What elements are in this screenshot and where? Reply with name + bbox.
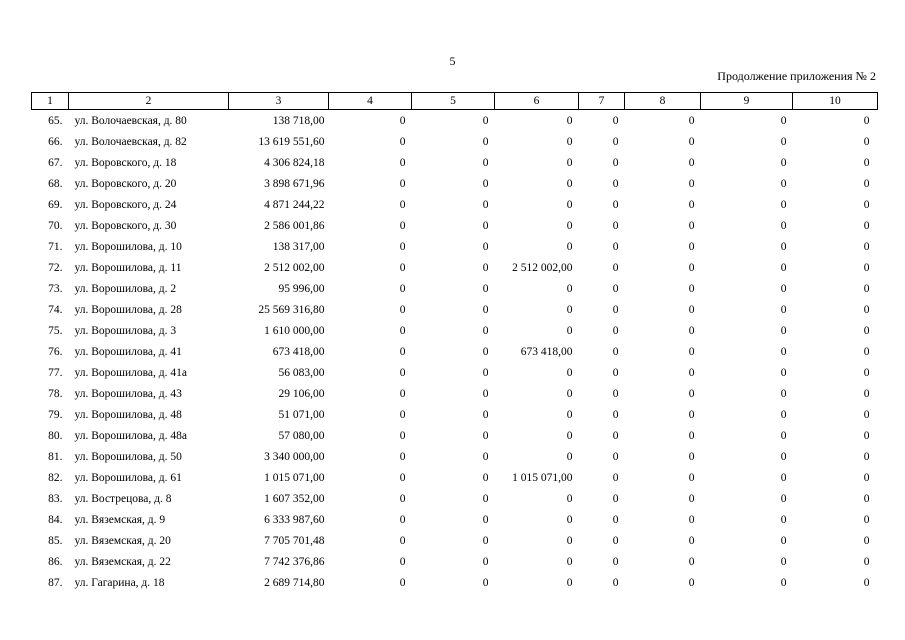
- address-cell: ул. Вяземская, д. 9: [74, 513, 166, 526]
- col-6-value-cell: 0: [566, 240, 573, 253]
- col-5-value-cell: 0: [482, 555, 489, 568]
- col-8-value-cell: 0: [688, 282, 695, 295]
- col-5-value-cell: 0: [482, 324, 489, 337]
- col-9-value-cell: 0: [780, 156, 787, 169]
- table-row: [32, 467, 878, 488]
- address-cell: ул. Воровского, д. 20: [74, 177, 177, 190]
- row-number-cell: 73.: [48, 282, 63, 295]
- row-number-cell: 72.: [48, 261, 63, 274]
- amount-cell: 1 610 000,00: [264, 324, 325, 337]
- address-cell: ул. Ворошилова, д. 10: [74, 240, 182, 253]
- col-4-value-cell: 0: [399, 450, 406, 463]
- col-8-value-cell: 0: [688, 408, 695, 421]
- col-10-value-cell: 0: [863, 387, 870, 400]
- col-4-value-cell: 0: [399, 429, 406, 442]
- table-row: [32, 530, 878, 551]
- col-8-value-cell: 0: [688, 576, 695, 589]
- col-8-value-cell: 0: [688, 303, 695, 316]
- col-8-value-cell: 0: [688, 429, 695, 442]
- amount-cell: 56 083,00: [278, 366, 325, 379]
- amount-cell: 138 317,00: [272, 240, 325, 253]
- col-7-value-cell: 0: [612, 303, 619, 316]
- table-row: [32, 404, 878, 425]
- table-row: [32, 110, 878, 132]
- amount-cell: 4 871 244,22: [264, 198, 325, 211]
- col-4-value-cell: 0: [399, 240, 406, 253]
- col-8-value-cell: 0: [688, 450, 695, 463]
- col-8-value-cell: 0: [688, 555, 695, 568]
- col-6-value-cell: 0: [566, 366, 573, 379]
- amount-cell: 4 306 824,18: [264, 156, 325, 169]
- col-9-value-cell: 0: [780, 177, 787, 190]
- col-6-value-cell: 0: [566, 135, 573, 148]
- amount-cell: 7 705 701,48: [264, 534, 325, 547]
- col-9-value-cell: 0: [780, 429, 787, 442]
- col-9-value-cell: 0: [780, 261, 787, 274]
- col-4-value-cell: 0: [399, 219, 406, 232]
- address-cell: ул. Ворошилова, д. 43: [74, 387, 182, 400]
- col-7-value-cell: 0: [612, 177, 619, 190]
- col-10-value-cell: 0: [863, 534, 870, 547]
- col-6-value-cell: 1 015 071,00: [512, 471, 573, 484]
- col-8-value-cell: 0: [688, 240, 695, 253]
- col-7-value-cell: 0: [612, 534, 619, 547]
- amount-cell: 25 569 316,80: [258, 303, 325, 316]
- col-6-value-cell: 0: [566, 534, 573, 547]
- col-10-value-cell: 0: [863, 408, 870, 421]
- row-number-cell: 81.: [48, 450, 63, 463]
- col-10-value-cell: 0: [863, 219, 870, 232]
- address-cell: ул. Ворошилова, д. 61: [74, 471, 182, 484]
- col-7-value-cell: 0: [612, 219, 619, 232]
- col-5-value-cell: 0: [482, 177, 489, 190]
- col-9-value-cell: 0: [780, 324, 787, 337]
- column-header-7: 7: [579, 93, 625, 110]
- column-header-4: 4: [329, 93, 412, 110]
- col-7-value-cell: 0: [612, 261, 619, 274]
- col-8-value-cell: 0: [688, 345, 695, 358]
- table-row: [32, 131, 878, 152]
- column-header-2: 2: [69, 93, 229, 110]
- col-9-value-cell: 0: [780, 135, 787, 148]
- col-9-value-cell: 0: [780, 450, 787, 463]
- col-4-value-cell: 0: [399, 576, 406, 589]
- col-5-value-cell: 0: [482, 219, 489, 232]
- col-6-value-cell: 0: [566, 450, 573, 463]
- table-row: [32, 551, 878, 572]
- address-cell: ул. Ворошилова, д. 41: [74, 345, 182, 358]
- col-5-value-cell: 0: [482, 471, 489, 484]
- col-7-value-cell: 0: [612, 366, 619, 379]
- col-6-value-cell: 0: [566, 303, 573, 316]
- row-number-cell: 67.: [48, 156, 63, 169]
- col-9-value-cell: 0: [780, 555, 787, 568]
- amount-cell: 13 619 551,60: [258, 135, 325, 148]
- col-9-value-cell: 0: [780, 114, 787, 127]
- col-6-value-cell: 0: [566, 513, 573, 526]
- col-6-value-cell: 0: [566, 219, 573, 232]
- col-7-value-cell: 0: [612, 471, 619, 484]
- column-header-10: 10: [793, 93, 878, 110]
- col-6-value-cell: 0: [566, 408, 573, 421]
- col-5-value-cell: 0: [482, 198, 489, 211]
- col-7-value-cell: 0: [612, 282, 619, 295]
- col-6-value-cell: 0: [566, 177, 573, 190]
- col-6-value-cell: 0: [566, 492, 573, 505]
- col-6-value-cell: 0: [566, 198, 573, 211]
- col-8-value-cell: 0: [688, 219, 695, 232]
- col-4-value-cell: 0: [399, 408, 406, 421]
- col-5-value-cell: 0: [482, 156, 489, 169]
- appendix-continuation-note: Продолжение приложения № 2: [717, 69, 876, 83]
- amount-cell: 6 333 987,60: [264, 513, 325, 526]
- row-number-cell: 65.: [48, 114, 63, 127]
- col-9-value-cell: 0: [780, 408, 787, 421]
- col-7-value-cell: 0: [612, 408, 619, 421]
- col-4-value-cell: 0: [399, 156, 406, 169]
- page-number: 5: [449, 54, 456, 68]
- col-6-value-cell: 0: [566, 282, 573, 295]
- column-header-5: 5: [412, 93, 495, 110]
- row-number-cell: 75.: [48, 324, 63, 337]
- table-row: [32, 215, 878, 236]
- col-9-value-cell: 0: [780, 303, 787, 316]
- table-row: [32, 194, 878, 215]
- col-7-value-cell: 0: [612, 492, 619, 505]
- col-6-value-cell: 0: [566, 114, 573, 127]
- col-10-value-cell: 0: [863, 156, 870, 169]
- table-row: [32, 341, 878, 362]
- column-header-9: 9: [701, 93, 793, 110]
- table-row: [32, 425, 878, 446]
- row-number-cell: 79.: [48, 408, 63, 421]
- col-10-value-cell: 0: [863, 513, 870, 526]
- col-6-value-cell: 2 512 002,00: [512, 261, 573, 274]
- address-cell: ул. Ворошилова, д. 50: [74, 450, 182, 463]
- col-8-value-cell: 0: [688, 492, 695, 505]
- col-4-value-cell: 0: [399, 555, 406, 568]
- col-6-value-cell: 673 418,00: [520, 345, 573, 358]
- col-5-value-cell: 0: [482, 366, 489, 379]
- col-4-value-cell: 0: [399, 177, 406, 190]
- col-5-value-cell: 0: [482, 345, 489, 358]
- col-9-value-cell: 0: [780, 513, 787, 526]
- col-6-value-cell: 0: [566, 324, 573, 337]
- col-9-value-cell: 0: [780, 387, 787, 400]
- row-number-cell: 68.: [48, 177, 63, 190]
- row-number-cell: 85.: [48, 534, 63, 547]
- col-10-value-cell: 0: [863, 324, 870, 337]
- amount-cell: 2 586 001,86: [264, 219, 325, 232]
- col-10-value-cell: 0: [863, 471, 870, 484]
- address-cell: ул. Вяземская, д. 20: [74, 534, 171, 547]
- col-4-value-cell: 0: [399, 324, 406, 337]
- row-number-cell: 78.: [48, 387, 63, 400]
- table-row: [32, 320, 878, 341]
- address-cell: ул. Ворошилова, д. 28: [74, 303, 182, 316]
- col-10-value-cell: 0: [863, 492, 870, 505]
- amount-cell: 7 742 376,86: [264, 555, 325, 568]
- col-9-value-cell: 0: [780, 219, 787, 232]
- col-8-value-cell: 0: [688, 156, 695, 169]
- column-header-6: 6: [495, 93, 579, 110]
- address-cell: ул. Ворошилова, д. 48а: [74, 429, 187, 442]
- col-5-value-cell: 0: [482, 387, 489, 400]
- column-header-1: 1: [32, 93, 69, 110]
- col-10-value-cell: 0: [863, 198, 870, 211]
- amount-cell: 2 689 714,80: [264, 576, 325, 589]
- col-5-value-cell: 0: [482, 492, 489, 505]
- row-number-cell: 83.: [48, 492, 63, 505]
- col-5-value-cell: 0: [482, 534, 489, 547]
- col-10-value-cell: 0: [863, 366, 870, 379]
- data-table: [31, 92, 878, 593]
- col-5-value-cell: 0: [482, 408, 489, 421]
- row-number-cell: 74.: [48, 303, 63, 316]
- amount-cell: 57 080,00: [278, 429, 325, 442]
- table-row: [32, 362, 878, 383]
- table-row: [32, 509, 878, 530]
- col-7-value-cell: 0: [612, 576, 619, 589]
- col-4-value-cell: 0: [399, 534, 406, 547]
- col-8-value-cell: 0: [688, 387, 695, 400]
- col-7-value-cell: 0: [612, 345, 619, 358]
- amount-cell: 673 418,00: [272, 345, 325, 358]
- col-6-value-cell: 0: [566, 429, 573, 442]
- col-5-value-cell: 0: [482, 303, 489, 316]
- address-cell: ул. Ворошилова, д. 11: [74, 261, 182, 274]
- col-7-value-cell: 0: [612, 114, 619, 127]
- address-cell: ул. Волочаевская, д. 82: [74, 135, 187, 148]
- col-9-value-cell: 0: [780, 471, 787, 484]
- row-number-cell: 82.: [48, 471, 63, 484]
- col-10-value-cell: 0: [863, 555, 870, 568]
- col-6-value-cell: 0: [566, 576, 573, 589]
- column-header-3: 3: [229, 93, 329, 110]
- col-7-value-cell: 0: [612, 429, 619, 442]
- address-cell: ул. Воровского, д. 30: [74, 219, 177, 232]
- amount-cell: 3 340 000,00: [264, 450, 325, 463]
- address-cell: ул. Вяземская, д. 22: [74, 555, 171, 568]
- amount-cell: 138 718,00: [272, 114, 325, 127]
- col-4-value-cell: 0: [399, 345, 406, 358]
- table-row: [32, 488, 878, 509]
- row-number-cell: 77.: [48, 366, 63, 379]
- amount-cell: 1 015 071,00: [264, 471, 325, 484]
- col-7-value-cell: 0: [612, 240, 619, 253]
- row-number-cell: 80.: [48, 429, 63, 442]
- col-5-value-cell: 0: [482, 135, 489, 148]
- address-cell: ул. Воровского, д. 18: [74, 156, 177, 169]
- table-row: [32, 572, 878, 593]
- col-8-value-cell: 0: [688, 198, 695, 211]
- address-cell: ул. Ворошилова, д. 2: [74, 282, 177, 295]
- col-9-value-cell: 0: [780, 198, 787, 211]
- col-5-value-cell: 0: [482, 282, 489, 295]
- table-row: [32, 383, 878, 404]
- col-4-value-cell: 0: [399, 135, 406, 148]
- col-5-value-cell: 0: [482, 261, 489, 274]
- col-4-value-cell: 0: [399, 492, 406, 505]
- col-10-value-cell: 0: [863, 282, 870, 295]
- col-8-value-cell: 0: [688, 471, 695, 484]
- table-row: [32, 236, 878, 257]
- amount-cell: 3 898 671,96: [264, 177, 325, 190]
- col-6-value-cell: 0: [566, 156, 573, 169]
- col-8-value-cell: 0: [688, 135, 695, 148]
- row-number-cell: 70.: [48, 219, 63, 232]
- col-6-value-cell: 0: [566, 555, 573, 568]
- table-row: [32, 299, 878, 320]
- col-7-value-cell: 0: [612, 555, 619, 568]
- col-8-value-cell: 0: [688, 513, 695, 526]
- address-cell: ул. Воровского, д. 24: [74, 198, 177, 211]
- col-4-value-cell: 0: [399, 261, 406, 274]
- table-row: [32, 173, 878, 194]
- col-9-value-cell: 0: [780, 576, 787, 589]
- row-number-cell: 71.: [48, 240, 63, 253]
- table-row: [32, 152, 878, 173]
- address-cell: ул. Ворошилова, д. 3: [74, 324, 177, 337]
- col-9-value-cell: 0: [780, 492, 787, 505]
- col-7-value-cell: 0: [612, 324, 619, 337]
- col-8-value-cell: 0: [688, 324, 695, 337]
- header-row: [32, 93, 878, 110]
- col-4-value-cell: 0: [399, 513, 406, 526]
- col-7-value-cell: 0: [612, 450, 619, 463]
- col-8-value-cell: 0: [688, 261, 695, 274]
- col-6-value-cell: 0: [566, 387, 573, 400]
- row-number-cell: 66.: [48, 135, 63, 148]
- col-10-value-cell: 0: [863, 450, 870, 463]
- address-cell: ул. Гагарина, д. 18: [74, 576, 165, 589]
- col-10-value-cell: 0: [863, 240, 870, 253]
- table-row: [32, 257, 878, 278]
- address-cell: ул. Волочаевская, д. 80: [74, 114, 187, 127]
- address-cell: ул. Ворошилова, д. 48: [74, 408, 182, 421]
- table-row: [32, 278, 878, 299]
- col-9-value-cell: 0: [780, 366, 787, 379]
- col-10-value-cell: 0: [863, 576, 870, 589]
- table-body: [32, 110, 878, 594]
- col-5-value-cell: 0: [482, 240, 489, 253]
- col-8-value-cell: 0: [688, 177, 695, 190]
- col-10-value-cell: 0: [863, 303, 870, 316]
- row-number-cell: 69.: [48, 198, 63, 211]
- col-9-value-cell: 0: [780, 534, 787, 547]
- col-10-value-cell: 0: [863, 177, 870, 190]
- col-5-value-cell: 0: [482, 576, 489, 589]
- row-number-cell: 86.: [48, 555, 63, 568]
- col-8-value-cell: 0: [688, 534, 695, 547]
- col-7-value-cell: 0: [612, 387, 619, 400]
- amount-cell: 51 071,00: [278, 408, 325, 421]
- address-cell: ул. Ворошилова, д. 41а: [74, 366, 187, 379]
- col-9-value-cell: 0: [780, 345, 787, 358]
- amount-cell: 2 512 002,00: [264, 261, 325, 274]
- amount-cell: 29 106,00: [278, 387, 325, 400]
- column-header-8: 8: [625, 93, 701, 110]
- row-number-cell: 87.: [48, 576, 63, 589]
- col-10-value-cell: 0: [863, 345, 870, 358]
- col-7-value-cell: 0: [612, 198, 619, 211]
- col-4-value-cell: 0: [399, 471, 406, 484]
- col-9-value-cell: 0: [780, 240, 787, 253]
- col-7-value-cell: 0: [612, 135, 619, 148]
- row-number-cell: 84.: [48, 513, 63, 526]
- col-4-value-cell: 0: [399, 303, 406, 316]
- col-8-value-cell: 0: [688, 114, 695, 127]
- col-10-value-cell: 0: [863, 261, 870, 274]
- col-4-value-cell: 0: [399, 387, 406, 400]
- col-5-value-cell: 0: [482, 513, 489, 526]
- col-5-value-cell: 0: [482, 114, 489, 127]
- row-number-cell: 76.: [48, 345, 63, 358]
- col-4-value-cell: 0: [399, 114, 406, 127]
- col-10-value-cell: 0: [863, 114, 870, 127]
- col-7-value-cell: 0: [612, 513, 619, 526]
- col-4-value-cell: 0: [399, 282, 406, 295]
- amount-cell: 95 996,00: [278, 282, 325, 295]
- amount-cell: 1 607 352,00: [264, 492, 325, 505]
- col-10-value-cell: 0: [863, 429, 870, 442]
- col-5-value-cell: 0: [482, 429, 489, 442]
- col-4-value-cell: 0: [399, 198, 406, 211]
- col-5-value-cell: 0: [482, 450, 489, 463]
- col-9-value-cell: 0: [780, 282, 787, 295]
- col-8-value-cell: 0: [688, 366, 695, 379]
- col-10-value-cell: 0: [863, 135, 870, 148]
- col-4-value-cell: 0: [399, 366, 406, 379]
- col-7-value-cell: 0: [612, 156, 619, 169]
- address-cell: ул. Вострецова, д. 8: [74, 492, 172, 505]
- table-row: [32, 446, 878, 467]
